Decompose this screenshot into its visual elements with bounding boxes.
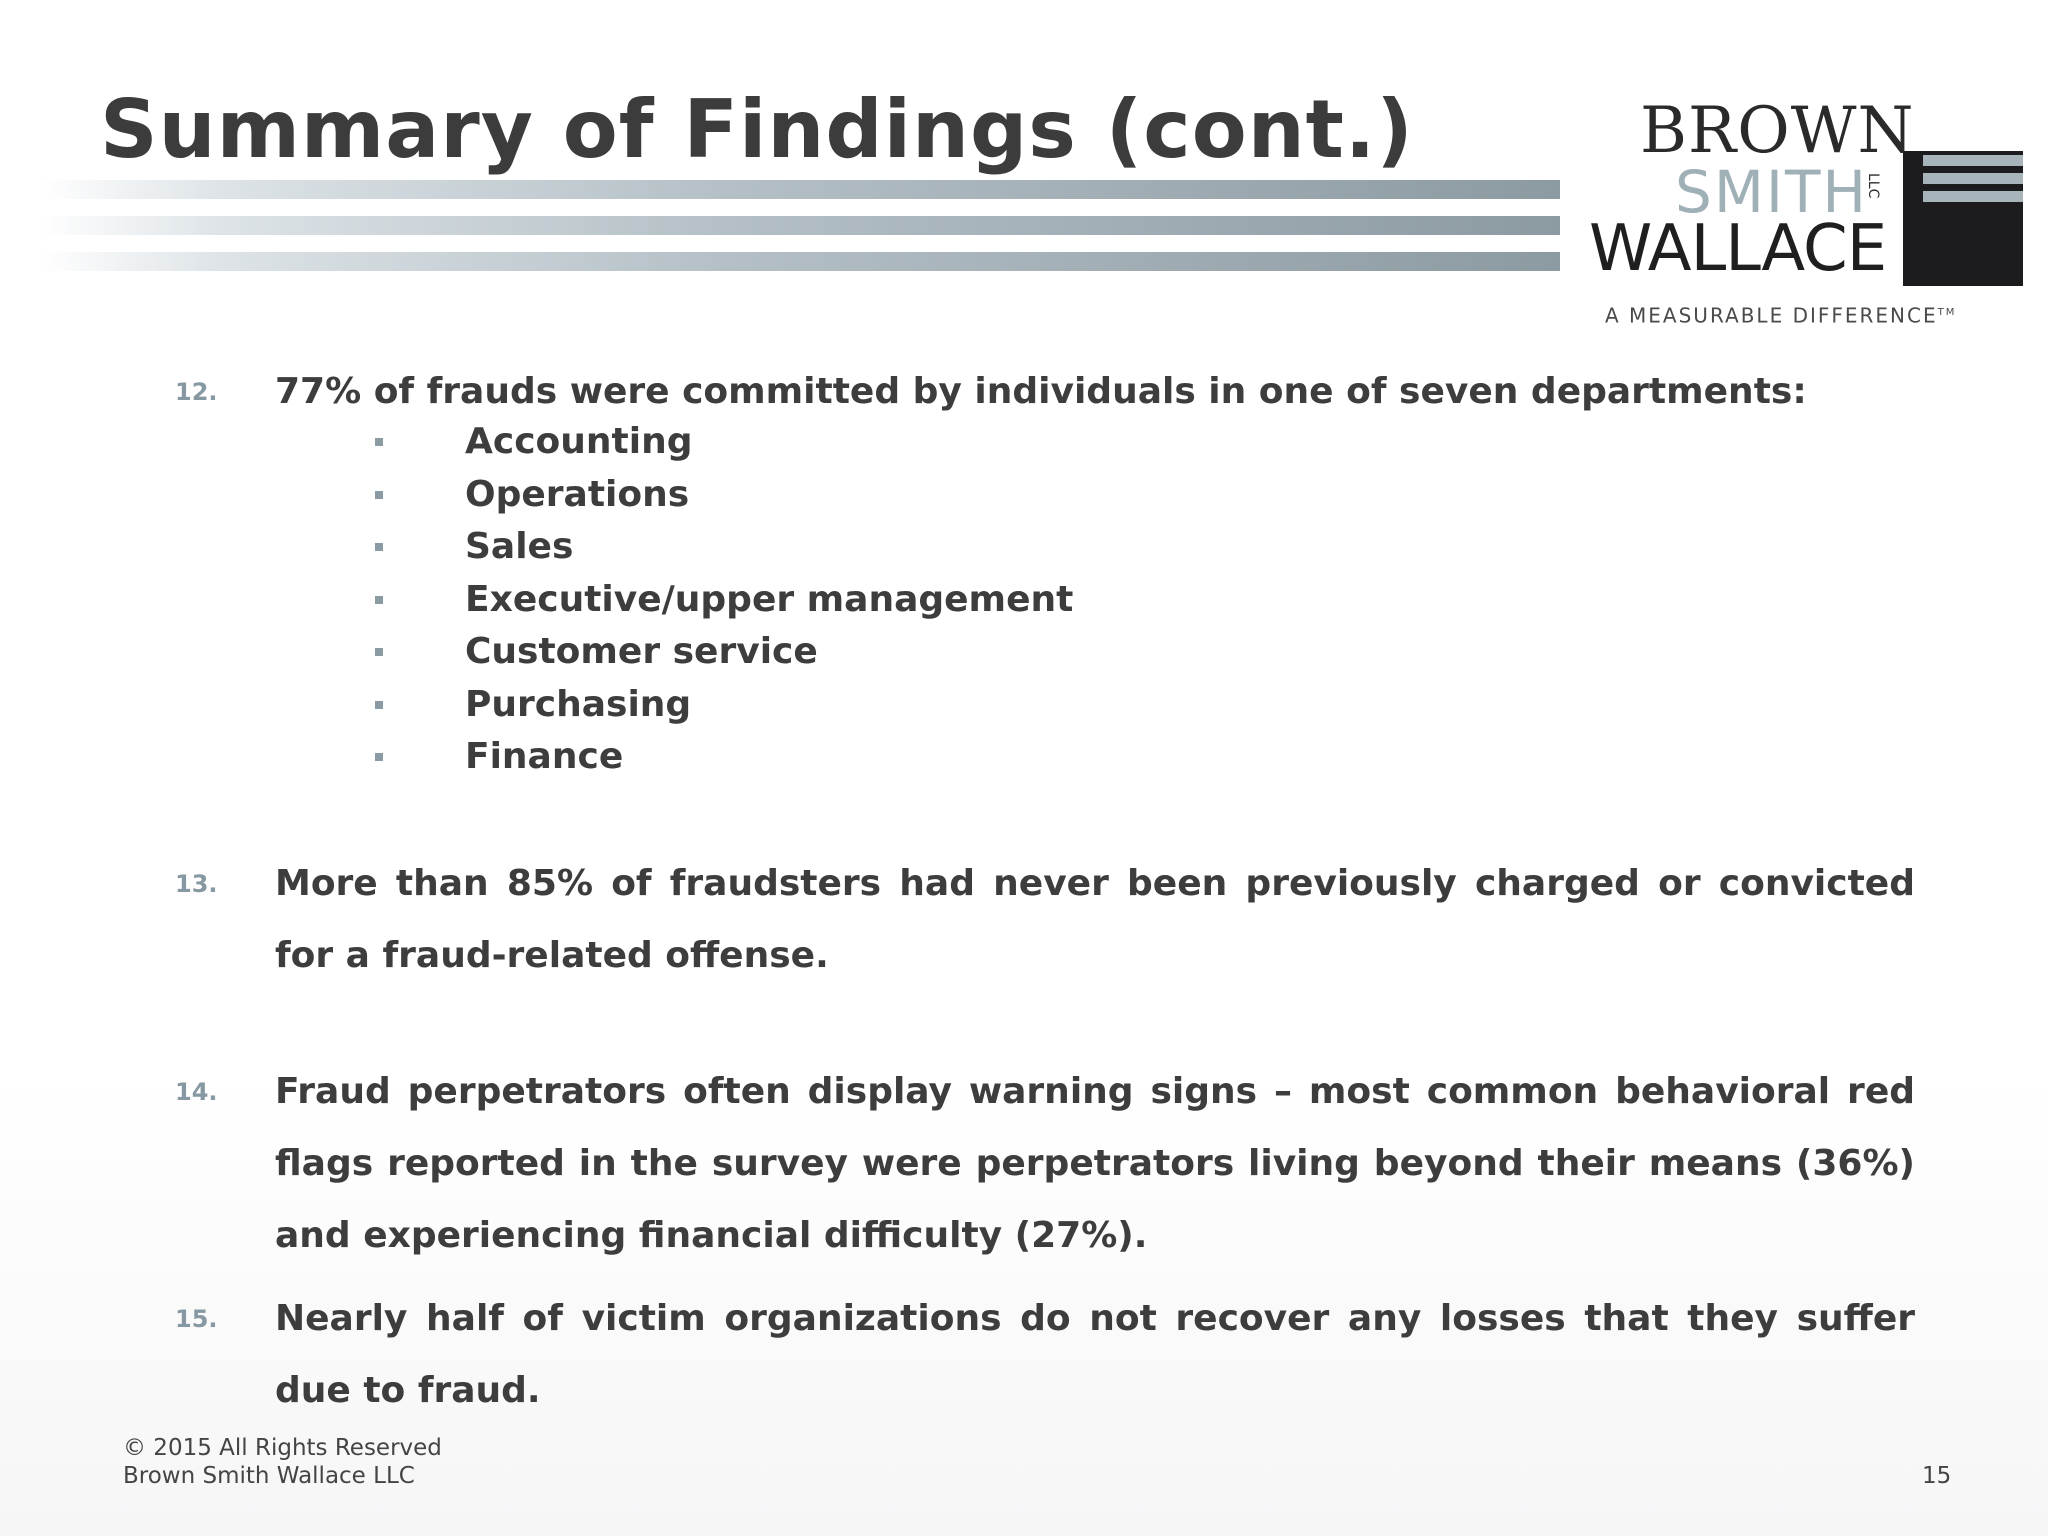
header-stripe [40, 180, 1560, 199]
list-item-label: Accounting [465, 421, 693, 462]
finding-number: 14. [175, 1078, 218, 1106]
company-name: Brown Smith Wallace LLC [123, 1463, 415, 1489]
slide-title: Summary of Findings (cont.) [100, 83, 1414, 176]
bullet-icon [375, 753, 383, 761]
list-item-label: Sales [465, 526, 574, 567]
logo-word-smith: SMITH [1675, 158, 1869, 226]
logo-bar [1923, 173, 2023, 184]
list-item-label: Purchasing [465, 683, 692, 725]
header-stripes [40, 180, 1560, 280]
header-stripe [40, 252, 1560, 271]
finding-text: Fraud perpetrators often display warning signs – most common behavioral red flags reported in the survey were perpetrators living beyond their means (36%) and experiencing financial difficulty (27%). [275, 1071, 1915, 1256]
list-item-label: Operations [465, 473, 690, 515]
finding-number: 13. [175, 870, 218, 898]
bullet-icon [375, 543, 383, 551]
logo-word-brown: BROWN [1640, 94, 1915, 168]
company-logo [1585, 95, 2025, 335]
trademark-mark: TM [1937, 307, 1957, 318]
logo-bar [1923, 191, 2023, 202]
logo-tagline-text: A MEASURABLE DIFFERENCE [1605, 303, 1938, 328]
finding-number: 12. [175, 378, 218, 406]
footer [123, 1434, 442, 1490]
logo-bar [1923, 155, 2023, 166]
copyright-text: © 2015 All Rights Reserved [123, 1435, 442, 1461]
logo-square [1903, 151, 2023, 286]
bullet-icon [375, 438, 383, 446]
header-stripe [40, 216, 1560, 235]
bullet-icon [375, 701, 383, 709]
bullet-icon [375, 596, 383, 604]
finding-number: 15. [175, 1305, 218, 1333]
list-item-label: Customer service [465, 631, 818, 672]
logo-tagline [1605, 301, 1956, 328]
finding-text: 77% of frauds were committed by individuals in one of seven departments: [275, 371, 1807, 412]
finding-text: More than 85% of fraudsters had never been previously charged or convicted for a fraud-related offense. [275, 863, 1915, 976]
finding-text: Nearly half of victim organizations do not recover any losses that they suffer due to fraud. [275, 1298, 1915, 1411]
list-item-label: Executive/upper management [465, 578, 1074, 620]
bullet-icon [375, 491, 383, 499]
page-number: 15 [1922, 1463, 1952, 1489]
list-item-label: Finance [465, 736, 624, 777]
logo-word-wallace: WALLACE [1589, 212, 1887, 286]
logo-llc: LLC [1865, 173, 1881, 199]
bullet-icon [375, 648, 383, 656]
